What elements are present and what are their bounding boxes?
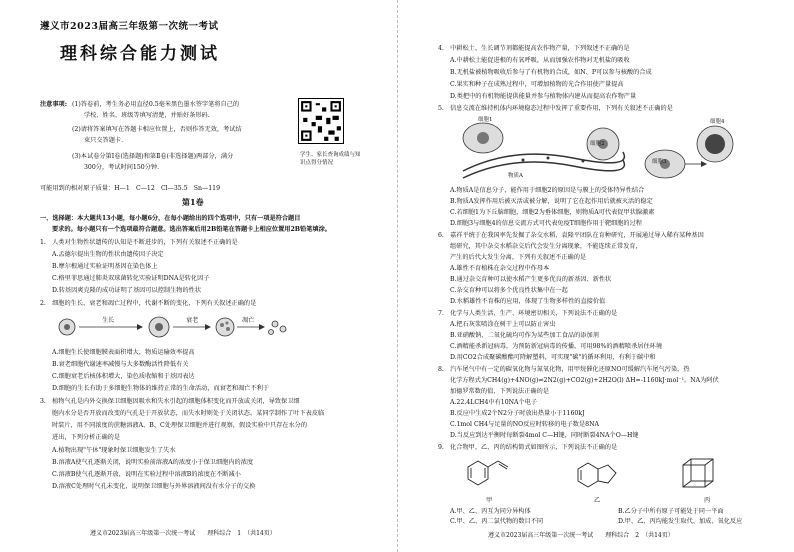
option: A.孟德尔提出生物的性状由遗传因子决定 (52, 251, 164, 258)
option: D.细胞3与细胞4的信息交流方式可代表免疫T细胞作用于靶细胞的过程 (450, 220, 642, 227)
option: A.物质A是信息分子，能作用于细胞2的原因是与膜上的受体特异性结合 (450, 187, 645, 194)
option: B.无机盐被植物吸收后参与了有机物的合成，如N、P可以参与核酸的合成 (450, 69, 652, 76)
cell-signaling-diagram (453, 116, 738, 182)
note-line: (1)答卷前，考生务必用直径0.5毫米黑色墨水签字笔将自己的 (72, 101, 240, 108)
exam-page-right (397, 0, 794, 552)
aging-cell (216, 318, 234, 336)
option: B.衰老细胞代谢速率减慢与大多数酶活性降低有关 (52, 361, 189, 368)
label-cell-1: 细胞1 (478, 117, 493, 123)
option: D.细胞的生长有助于多细胞生物体的维持正常的生命活动，而衰老和凋亡不利于 (52, 385, 270, 392)
styrene-structure (468, 461, 508, 485)
stage-label-growth: 生长 (102, 317, 115, 324)
option: B.物质A发挥作用后被灭活或被分解，说明了它在起作用后就被灭活的稳定 (450, 198, 653, 205)
question-9-stem: 9. 化合物甲、乙、丙的结构简式如图所示，下列说法不正确的是 (438, 444, 618, 451)
cubane-structure (683, 459, 713, 487)
option: C.格里菲思通过肺炎双球菌转化实验证明DNA是转化因子 (52, 275, 210, 282)
option: A.细胞生长使细胞膜表面积增大，物质运输效率提高 (52, 349, 195, 356)
note-line: (3)本试卷分第Ⅰ卷(选择题)和第Ⅱ卷(非选择题)两部分，满分 (72, 153, 234, 160)
subject-title: 理科综合能力测试 (60, 44, 220, 64)
structure-label-yi: 乙 (594, 497, 601, 504)
qr-caption: 学生、家长查询成绩与知识点得分情况 (300, 152, 361, 166)
option: B.通过杂交育种可以使水稻产生更多优良的新基因、新性状 (450, 276, 612, 283)
exam-title: 遵义市2023届高三年级第一次统一考试 (40, 21, 219, 32)
page-footer: 遵义市2023届高三年级第一次统一考试 理科综合 2 （共14页） (488, 532, 674, 539)
option: D.溶液C处理时气孔未变化，说明保卫细胞与外界溶液间没有水分子的交换 (52, 483, 256, 490)
question-5-stem: 5. 信息交流在维持机体内环境稳态过程中发挥了重要作用，下列有关叙述不正确的是 (438, 105, 673, 112)
question-8-stem: 8. 汽车尾气中有一定的碳氧化物与氮氧化物，用甲烷催化还原NO可缓解汽车尾气污染，热 (438, 366, 690, 373)
label-cell-2: 细胞2 (590, 141, 605, 147)
question-3-stem-line: 胞内水分是否开放而改变的气孔是于开放状态，而失水时则处于关闭状态。某同学制作了叶下表皮临 (52, 410, 325, 417)
question-6-stem: 6. 嘉祥平统于在我国率先发掘了杂交水稻，袁隆平团队在育种研究，开展通过导入稀有某种基因 (438, 232, 704, 239)
option: D.水稻雄性不育株的应用，体现了生物多样性的直接价值 (450, 298, 606, 305)
question-8-stem-line: 化学方程式为CH4(g)+4NO(g)⇌2N2(g)+CO2(g)+2H2O(l) ΔH=-1160kJ·mol⁻¹。NA为阿伏 (450, 377, 719, 384)
bicyclic-structure (578, 463, 616, 487)
question-3-stem: 3. 植物气孔是内外交换保卫细胞因吸水和失水引起的细胞体积变化而开放或关闭，导致保卫细 (40, 398, 300, 405)
option: C.果实和种子在成熟过程中，可增加植物的光合作用使产量提高 (450, 81, 624, 88)
atomic-masses: 可能用到的相对原子质量：H—1 C—12 Cl—35.5 Sn—119 (40, 185, 221, 192)
question-3-stem-line: 进出，下列分析正确的是 (52, 434, 121, 441)
structure-label-bing: 丙 (704, 497, 711, 504)
label-substance-a: 物质A (508, 173, 523, 179)
page-footer: 遵义市2023届高三年级第一次统一考试 理科综合 1 （共14页） (90, 530, 276, 537)
option: B.乙分子中所有原子可能处于同一平面 (618, 508, 724, 515)
stage-label-aging: 衰老 (186, 317, 199, 324)
option: C.若细胞1为下丘脑细胞，细胞2为垂体细胞，则物质A可代表促甲状腺激素 (450, 209, 655, 216)
volume-title: 第1卷 (182, 197, 204, 207)
note-line: 束只交答题卡. (84, 137, 124, 144)
option: B.摩尔根通过实验证明基因在染色体上 (52, 263, 158, 270)
option: A.甲、乙、丙互为同分异构体 (450, 508, 531, 515)
note-line: 学校、姓名、班级等填写清楚，并贴好条形码. (84, 112, 210, 119)
note-line: 300分，考试时间150分钟. (84, 164, 160, 171)
option: D.甲、乙、丙均能发生取代、加成、氧化反应 (618, 518, 743, 525)
option: C.杂交育种可以将多个优良性状集中在一起 (450, 287, 568, 294)
option: D.当反应到达平衡时每断裂4mol C—H键，同时断裂4NA个O—H键 (450, 432, 639, 439)
option: D.转基因爽克隆的成功证明了基因可以控制生物的性状 (52, 287, 202, 294)
question-6-stem-line: 产生的后代大发生分离，下列有关叙述不正确的是 (450, 254, 587, 261)
question-6-stem-line: 组研究，其中杂交水稻杂交后代会发生分离现象，不能连续正常发育， (450, 243, 642, 250)
option: A.中耕松土能促进根的有氧呼吸，从而加强农作物对无机盐的吸收 (450, 57, 630, 64)
question-1-stem: 1. 人类对生物性状遗传的认知是不断进步的，下列有关叙述不正确的是 (40, 239, 238, 246)
label-cell-3: 细胞3 (652, 159, 667, 165)
option: D.用CO2合成聚碳酸酯可降解塑料，可实现"碳"的循环利用，有利于碳中和 (450, 354, 656, 361)
option: B.溶液A使气孔逐渐关闭，说明实验前溶液A的浓度小于保卫细胞内的浓度 (52, 459, 254, 466)
question-8-stem-line: 加德罗常数的值，下列说法正确的是 (450, 388, 549, 395)
qr-code (298, 98, 344, 144)
stage-label-apoptosis: 凋亡 (242, 317, 255, 324)
option: A.22.4LCH4中有10NA个电子 (450, 399, 538, 406)
note-line: (2)请将答案填写在答题卡相应位置上，否则作答无效，考试结 (72, 126, 242, 133)
structure-label-jia: 甲 (486, 497, 493, 504)
section-header-line2: 要求的。每小题只有一个选项最符合题意。选出答案后用2B铅笔在答题卡上相应位置用2B铅笔填涂。 (52, 226, 331, 233)
cell-lifecycle-diagram (55, 313, 295, 339)
question-4-stem: 4. 中耕松土、生长调节剂都能提高农作物产量，下列叙述不正确的是 (438, 45, 630, 52)
option: C.甲、乙、丙二氯代物的数目不同 (450, 518, 544, 525)
option: A.雄性不育植株在杂交过程中作母本 (450, 265, 550, 272)
option: B.反应中生成2个N2分子时放出热量小于1160kJ (450, 410, 585, 417)
option: A.植物出现"午休"现象时保卫细胞发生了失水 (52, 447, 176, 454)
option: C.溶液B使气孔逐渐开放，说明在实验过程中溶液B的浓度在不断减小 (52, 471, 241, 478)
question-3-stem-line: 时装片，用不同浓度的蔗糖溶液A、B、C处理保卫细胞并进行观察，假设实验中只存在水分的 (52, 422, 308, 429)
option: C.1mol CH4与足量的NO反应时转移的电子数是8NA (450, 421, 599, 428)
option: C.酒精能杀新冠病毒，为预防新冠病毒的传播，可用98%的酒精喷杀居住环境 (450, 343, 663, 350)
option: D.类把中的有机物能提供能量并参与植物体内建从而提高农作物产量 (450, 93, 637, 100)
notes-heading: 注意事项: (40, 101, 68, 108)
option: B.亚硝酸钠、二氧化硫均可作为某些加工食品的添加剂 (450, 332, 599, 339)
question-2-stem: 2. 细胞的生长、衰老和凋亡过程中，代谢不断的变化，下列有关叙述正确的是 (40, 300, 257, 307)
structures-diagram (458, 455, 738, 497)
label-cell-4: 细胞4 (710, 119, 725, 125)
question-7-stem: 7. 化学与人类生活、生产、环境密切相关，下列说法不正确的是 (438, 310, 618, 317)
option: A.把石灰浆喷涂在树干上可以防止害虫 (450, 321, 556, 328)
option: C.细胞衰老后核体积增大，染色质收缩和于基因表达 (52, 373, 195, 380)
section-header: 一、选择题：本大题共13小题，每小题6分，在每小题给出的四个选项中，只有一项是符合题目 (40, 215, 301, 222)
